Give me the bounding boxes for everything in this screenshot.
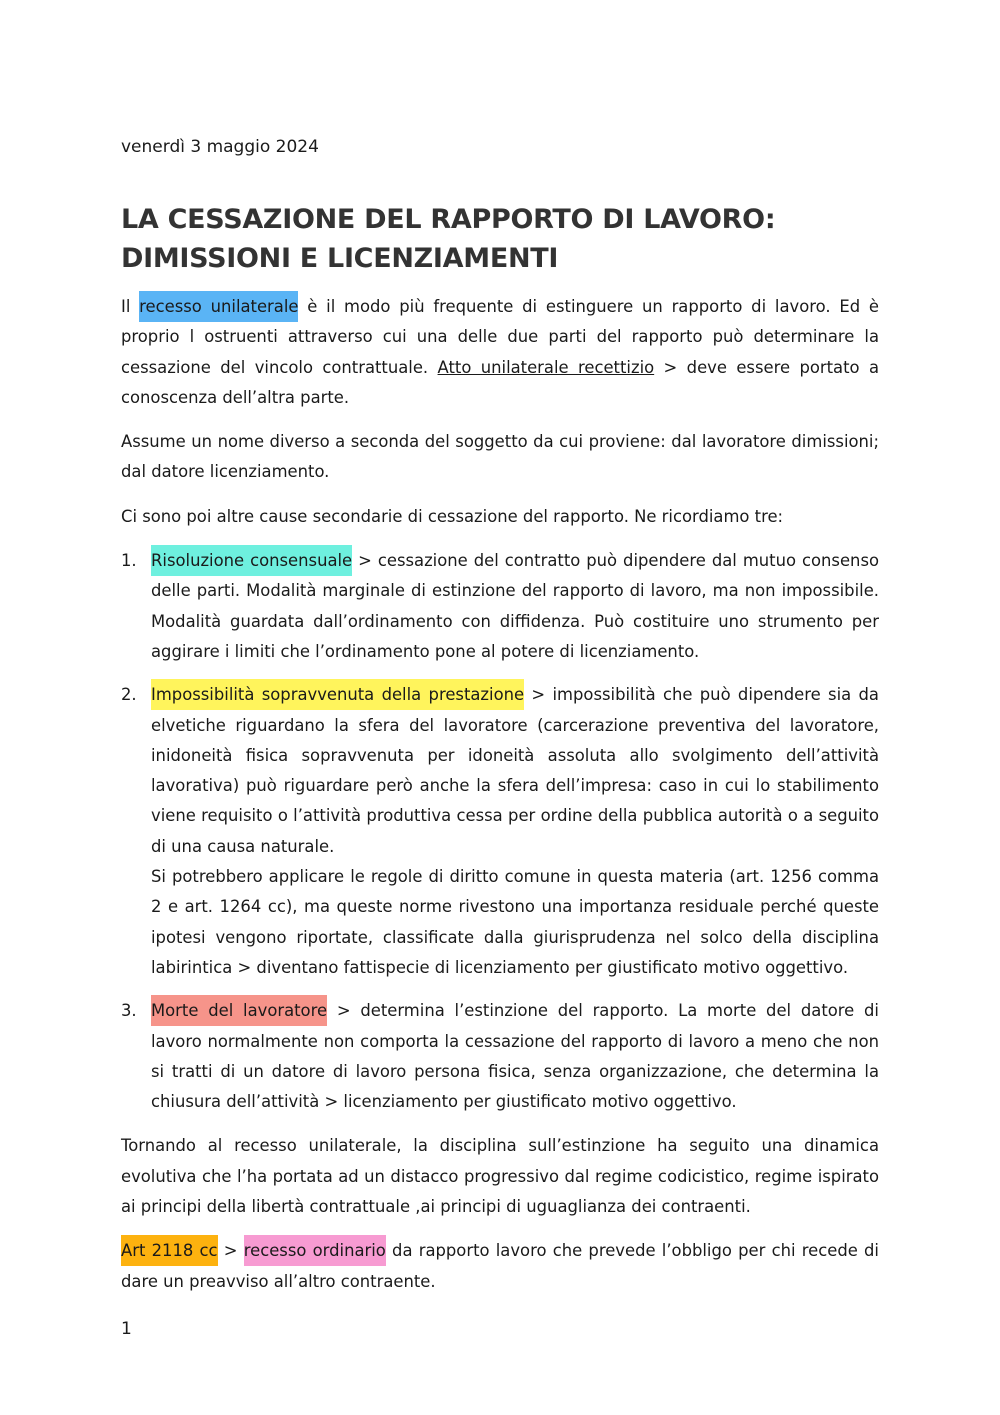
list-number: 3. (121, 1001, 137, 1021)
highlight-morte-lavoratore: Morte del lavoratore (151, 995, 327, 1026)
title-line-2: DIMISSIONI E LICENZIAMENTI (121, 243, 559, 274)
intro-text-middle: è il modo più frequente di estinguere un rapporto di lavoro. Ed è proprio l ostruenti attraverso cui una delle due parti del rapporto può determinare la cessazione del vincolo contrattuale. (121, 297, 879, 377)
underlined-atto-unilaterale: Atto unilaterale recettizio (437, 357, 655, 377)
highlight-recesso-ordinario: recesso ordinario (244, 1235, 386, 1266)
paragraph-dimissioni: Assume un nome diverso a seconda del soggetto da cui proviene: dal lavoratore dimissioni; dal datore licenziamento. (121, 432, 879, 482)
paragraph-cause-secondarie: Ci sono poi altre cause secondarie di cessazione del rapporto. Ne ricordiamo tre: (121, 506, 784, 526)
list-item-text: > determina l’estinzione del rapporto. La morte del datore di lavoro normalmente non comporta la cessazione del rapporto di lavoro a meno che non si tratti di un datore di lavoro persona fisica, senza organizzazione, che determina la chiusura dell’attività > licenziamento per giustificato motivo oggettivo. (151, 1001, 879, 1112)
list-item-text: > impossibilità che può dipendere sia da elvetiche riguardano la sfera del lavoratore (carcerazione preventiva del lavoratore, inidoneità fisica sopravvenuta per idoneità assoluta allo svolgimento dell’attività lavorativa) può riguardare però anche la sfera dell’impresa: caso in cui lo stabilimento viene requisito o l’attività produttiva cessa per ordine della pubblica autorità o a seguito di una causa naturale. (151, 685, 879, 856)
list-item (121, 680, 879, 983)
list-item-text: > cessazione del contratto può dipendere dal mutuo consenso delle parti. Modalità marginale di estinzione del rapporto di lavoro, ma non impossibile. Modalità guardata dall’ordinamento con diffidenza. Può costituire uno strumento per aggirare i limiti che l’ordinamento pone al potere di licenziamento. (151, 551, 880, 661)
highlight-risoluzione-consensuale: Risoluzione consensuale (151, 545, 352, 576)
list-item (121, 996, 879, 1117)
causes-list (121, 546, 879, 1117)
paragraph-art-2118 (121, 1236, 879, 1297)
document-body (121, 292, 879, 1311)
list-number: 1. (121, 551, 137, 571)
document-title (121, 200, 879, 278)
paragraph-intro (121, 292, 879, 413)
list-item-text-continued: Si potrebbero applicare le regole di diritto comune in questa materia (art. 1256 comma 2 e art. 1264 cc), ma queste norme rivestono una importanza residuale perché queste ipotesi vengono riportate, classificate dalla giurisprudenza nel solco della disciplina labirintica > diventano fattispecie di licenziamento per giustificato motivo oggettivo. (151, 867, 879, 977)
highlight-recesso-unilaterale: recesso unilaterale (139, 291, 298, 322)
art-2118-text: da rapporto lavoro che prevede l’obbligo per chi recede di dare un preavviso all’altro contraente. (121, 1241, 879, 1291)
intro-text-start: Il (121, 297, 140, 316)
page-number: 1 (121, 1319, 132, 1339)
title-line-1: LA CESSAZIONE DEL RAPPORTO DI LAVORO: (121, 204, 776, 235)
list-number: 2. (121, 685, 137, 705)
paragraph-recesso-unilaterale: Tornando al recesso unilaterale, la disciplina sull’estinzione ha seguito una dinamica evolutiva che l’ha portata ad un distacco progressivo dal regime codicistico, regime ispirato ai principi della libertà contrattuale ,ai principi di uguaglianza dei contraenti. (121, 1136, 879, 1217)
list-item (121, 546, 879, 667)
highlight-art-2118: Art 2118 cc (121, 1235, 218, 1266)
separator-arrow: > (217, 1241, 244, 1261)
highlight-impossibilita-sopravvenuta: Impossibilità sopravvenuta della prestazione (151, 679, 524, 710)
document-date: venerdì 3 maggio 2024 (121, 137, 319, 157)
intro-text-end: > deve essere portato a conoscenza dell’altra parte. (121, 357, 879, 407)
